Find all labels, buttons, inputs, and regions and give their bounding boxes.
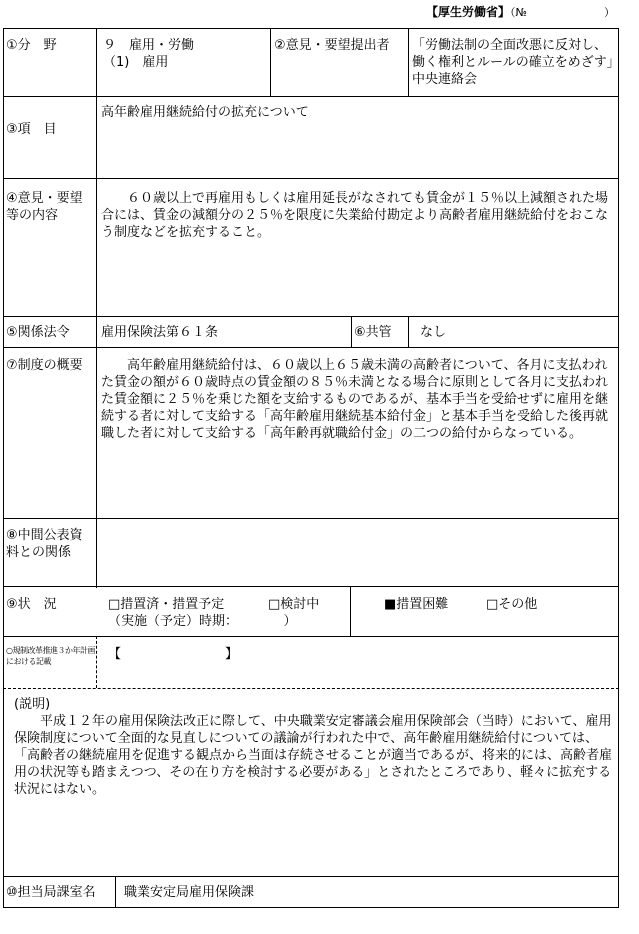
explanation-value: 平成１２年の雇用保険法改正に際して、中央職業安定審議会雇用保険部会（当時）において、雇用保険制度について全面的な見直しについての議論が行われた中で、高年齢雇用継続給付については、「高齢者の継続雇用を促進する観点から当面は存続させることが適当であるが、将来的には、高齢者雇用の状況等も踏まえつつ、その在り方を検討する必要がある」とされたところであり、軽々に拡充する状況にはない。 xyxy=(14,714,613,797)
explanation-heading: (説明) xyxy=(14,697,51,712)
status-option-difficult: ■措置困難 xyxy=(384,597,449,612)
divider xyxy=(3,688,619,689)
status-option-other: □その他 xyxy=(486,597,538,612)
item-label: ③項 目 xyxy=(6,122,57,137)
item-value: 高年齢雇用継続給付の拡充について xyxy=(101,105,309,120)
law-value: 雇用保険法第６１条 xyxy=(101,325,219,340)
field-label: ①分 野 xyxy=(6,38,57,53)
opinion-label: ④意見・要望等の内容 xyxy=(6,191,83,223)
jurisdiction-label: ⑥共管 xyxy=(354,325,392,340)
status-implementation-date: （実施（予定）時期： ） xyxy=(108,614,297,629)
submitter-label: ②意見・要望提出者 xyxy=(274,38,390,53)
divider xyxy=(351,316,352,347)
system-value: 高年齢雇用継続給付は、６０歳以上６５歳未満の高齢者について、各月に支払われた賃金の額が６０歳時点の賃金額の８５％未満となる場合に原則として各月に支払われた賃金額に２５％を乗じた額を支給するものであるが、基本手当を受給せずに雇用を継続する者に対して支給する「高年齢雇用継続基本給付金」と基本手当を受給した後再就職した者に対して支給する「高年齢再就職給付金」の二つの給付からなっている。 xyxy=(101,358,609,441)
divider xyxy=(350,586,351,636)
number-label: （№ ） xyxy=(510,6,615,19)
opinion-value: ６０歳以上で再雇用もしくは雇用延長がなされても賃金が１５％以上減額された場合には、賃金の減額分の２５％を限度に失業給付勘定より高齢者雇用継続給付をおこなう制度などを拡充すること。 xyxy=(101,191,609,240)
office-value: 職業安定局雇用保険課 xyxy=(124,885,255,900)
jurisdiction-value: なし xyxy=(420,325,447,340)
divider xyxy=(96,636,97,688)
header xyxy=(426,4,615,21)
divider xyxy=(408,28,409,96)
status-label: ⑨状 況 xyxy=(6,597,57,612)
status-option-implemented: □措置済・措置予定 xyxy=(108,597,225,612)
divider xyxy=(96,28,97,588)
law-label: ⑤関係法令 xyxy=(6,325,70,340)
plan-value: 【 】 xyxy=(108,647,239,662)
status-option-under-review: □検討中 xyxy=(268,597,320,612)
divider xyxy=(115,876,116,908)
field-line-1: ９ 雇用・労働 xyxy=(103,38,195,53)
divider xyxy=(408,316,409,347)
divider xyxy=(270,28,271,96)
field-line-2: （1) 雇用 xyxy=(103,55,169,70)
agency-label: 【厚生労働省】 xyxy=(426,5,511,19)
system-label: ⑦制度の概要 xyxy=(6,358,83,373)
divider xyxy=(3,876,619,877)
interim-label: ⑧中間公表資料との関係 xyxy=(6,528,83,560)
office-label: ⑩担当局課室名 xyxy=(6,885,96,900)
submitter-value: 「労働法制の全面改悪に反対し、働く権利とルールの確立をめざす」中央連絡会 xyxy=(412,38,614,87)
plan-label: ○規制改革推進３か年計画における記載 xyxy=(6,646,95,666)
